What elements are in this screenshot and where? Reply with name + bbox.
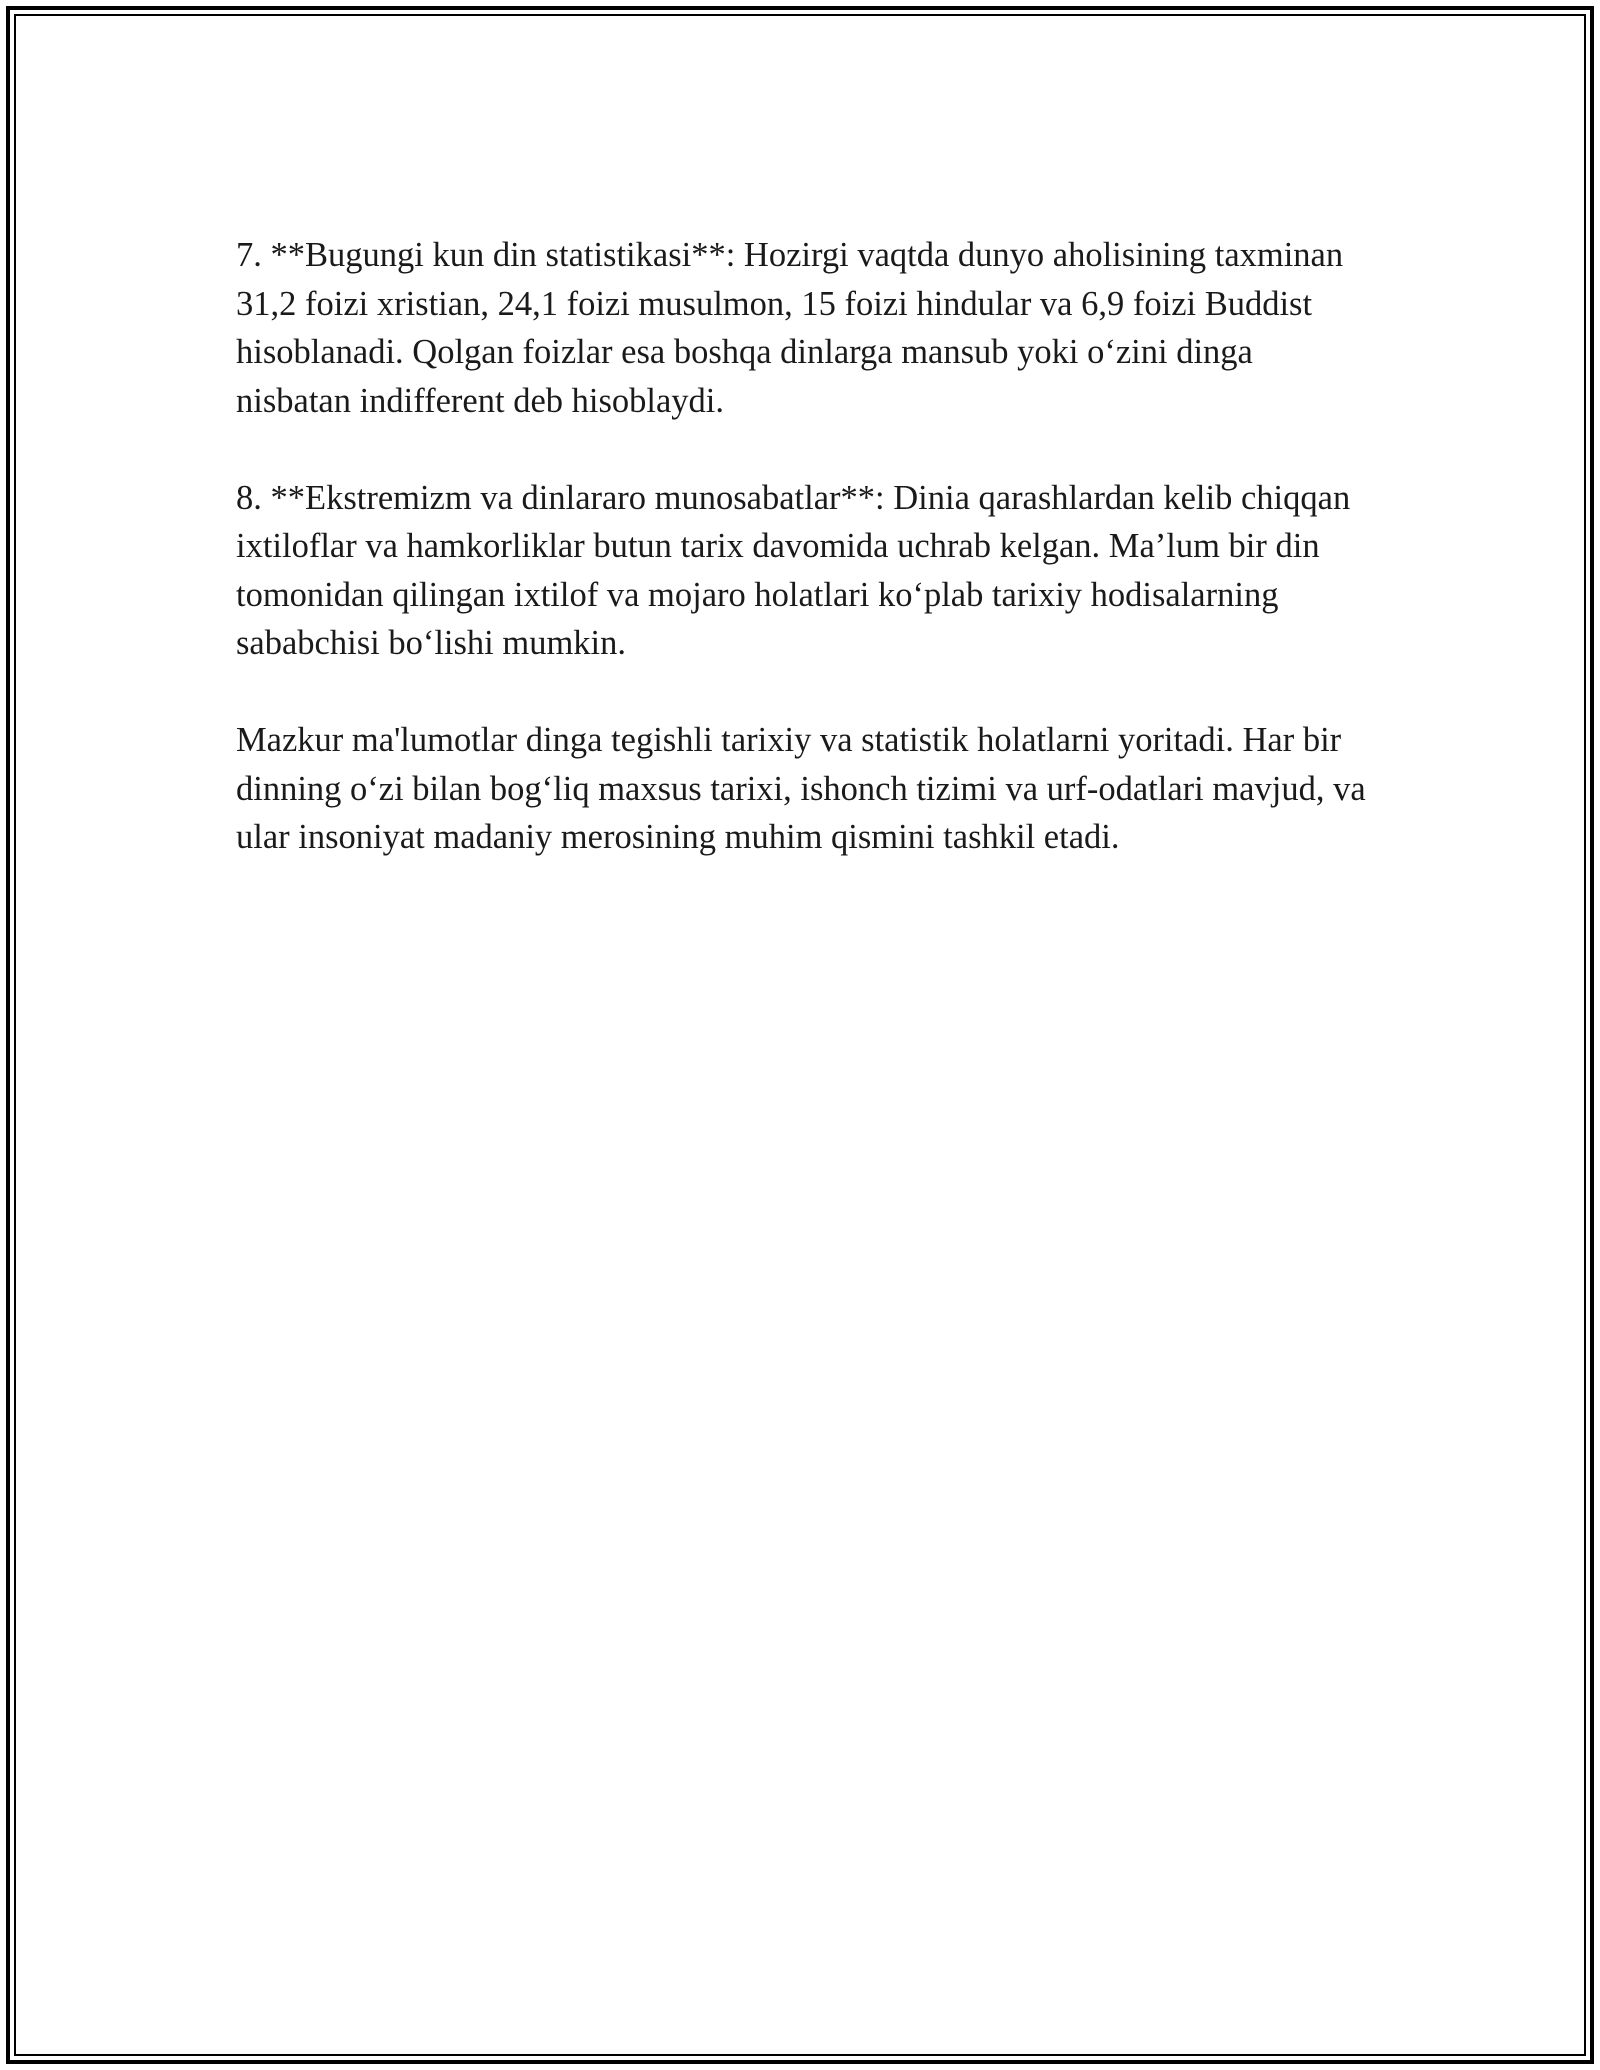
paragraph-conclusion: Mazkur ma'lumotlar dinga tegishli tarixiy va statistik holatlarni yoritadi. Har bir dinning o‘zi bilan bog‘liq maxsus tarixi, ishonch tizimi va urf-odatlari mavjud, va ular insoniyat madaniy merosining muhim qismini tashkil etadi. bbox=[236, 721, 1366, 856]
paragraph-religion-statistics: 7. **Bugungi kun din statistikasi**: Hozirgi vaqtda dunyo aholisining taxminan 31,2 foizi xristian, 24,1 foizi musulmon, 15 foizi hindular va 6,9 foizi Buddist hisoblanadi. Qolgan foizlar esa boshqa dinlarga mansub yoki o‘zini dinga nisbatan indifferent deb hisoblaydi. bbox=[236, 236, 1344, 420]
paragraph-extremism-interfaith: 8. **Ekstremizm va dinlararo munosabatlar**: Dinia qarashlardan kelib chiqqan ixtiloflar va hamkorliklar butun tarix davomida uchrab kelgan. Ma’lum bir din tomonidan qilingan ixtilof va mojaro holatlari ko‘plab tarixiy hodisalarning sababchisi bo‘lishi mumkin. bbox=[236, 478, 1351, 662]
document-body bbox=[236, 231, 1366, 910]
